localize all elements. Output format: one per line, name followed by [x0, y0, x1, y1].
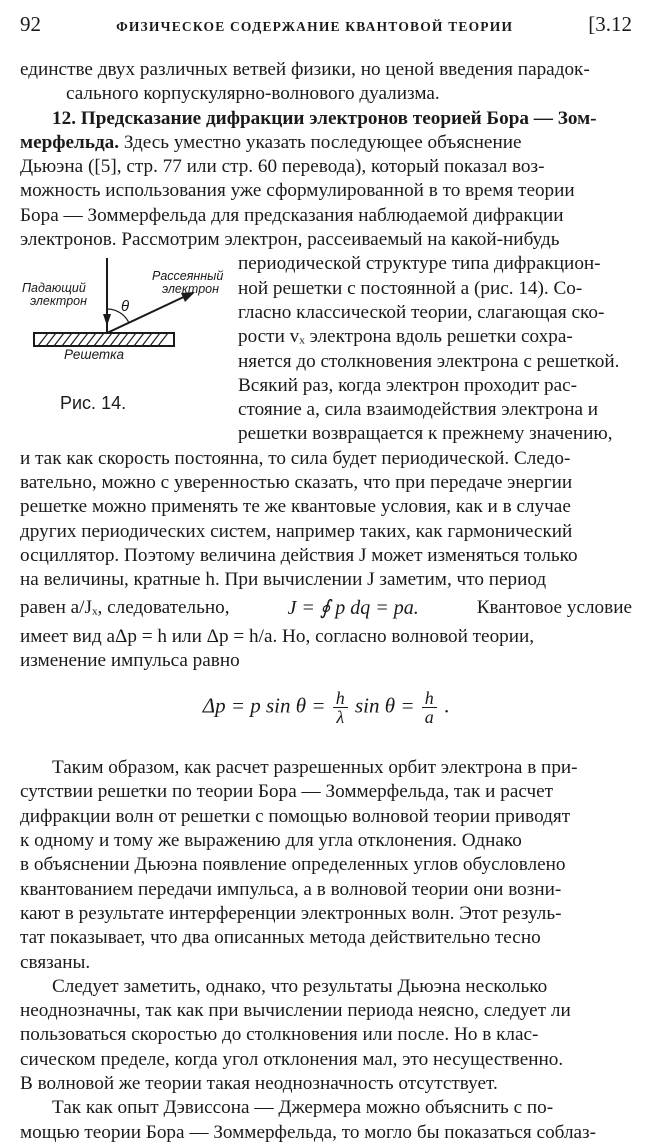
- text-line: рости vₓ электрона вдоль решетки сохра-: [238, 326, 573, 348]
- grating-label: Решетка: [64, 347, 125, 363]
- figure-14: [20, 252, 238, 422]
- text-span: Здесь уместно указать последующее объяснение: [123, 131, 522, 153]
- text-line: няется до столкновения электрона с решеткой.: [238, 350, 620, 372]
- text-line: дифракции волн от решетки с помощью волновой теории приводят: [20, 805, 571, 827]
- incident-arrowhead: [103, 314, 111, 326]
- fraction-numerator: h: [422, 689, 437, 708]
- text-line: решетке можно применять те же квантовые условия, как и в случае: [20, 496, 571, 518]
- incident-label-2: электрон: [30, 294, 87, 309]
- text-line-with-formula: [20, 593, 632, 625]
- text-line: сическом пределе, когда угол отклонения мал, это несущественно.: [20, 1048, 564, 1070]
- page-number: 92: [20, 12, 41, 36]
- equation-mid: sin θ =: [355, 693, 415, 718]
- scattered-ray: [107, 294, 190, 333]
- text-line: пользоваться скоростью до столкновения или после. Но в клас-: [20, 1024, 539, 1046]
- text-line: Таким образом, как расчет разрешенных орбит электрона в при-: [52, 757, 578, 779]
- text-line: стояние a, сила взаимодействия электрона и: [238, 399, 599, 421]
- text-line: Всякий раз, когда электрон проходит рас-: [238, 374, 578, 396]
- text-line: мощью теории Бора — Зоммерфельда, то могло бы показаться соблаз-: [20, 1121, 597, 1143]
- text-line: других периодических систем, например таких, как гармонический: [20, 520, 573, 542]
- figure-block: [20, 252, 632, 446]
- theta-label: θ: [121, 298, 130, 316]
- text-line: гласно классической теории, слагающая ско-: [238, 301, 605, 323]
- running-title: ФИЗИЧЕСКОЕ СОДЕРЖАНИЕ КВАНТОВОЙ ТЕОРИИ: [116, 19, 514, 34]
- text-line: к одному и тому же выражению для угла отклонения. Однако: [20, 830, 522, 852]
- text-line: осциллятор. Поэтому величина действия J может изменяться только: [20, 544, 578, 566]
- text-line: квантованием передачи импульса, а в волновой теории они возни-: [20, 878, 562, 900]
- text-line: Дьюэна ([5], стр. 77 или стр. 60 перевода), который показал воз-: [20, 156, 545, 178]
- fraction-numerator: h: [333, 689, 348, 708]
- scattered-label-1: Рассеянный: [152, 269, 224, 284]
- scattered-label-2: электрон: [162, 282, 219, 297]
- running-header: [20, 12, 632, 42]
- equation-end: .: [444, 693, 450, 718]
- fraction-denominator: a: [424, 707, 434, 728]
- text-span: равен a/Jₓ, следовательно,: [20, 597, 230, 619]
- section-heading: [20, 107, 632, 131]
- section-marker: [3.12: [588, 12, 632, 36]
- body-text: [20, 58, 632, 1145]
- text-line: решетки возвращается к прежнему значению,: [238, 423, 613, 445]
- action-integral-formula: J = ∮ p dq = pa.: [287, 597, 419, 620]
- text-line: периодической структуре типа дифракцион-: [238, 253, 601, 275]
- text-line: ной решетки с постоянной a (рис. 14). Со-: [238, 277, 583, 299]
- text-line: связаны.: [20, 951, 91, 973]
- heading-text: мерфельда.: [20, 131, 120, 153]
- text-line: на величины, кратные h. При вычислении J заметим, что период: [20, 569, 547, 591]
- heading-text: 12. Предсказание дифракции электронов теорией Бора — Зом-: [52, 107, 597, 129]
- text-line: изменение импульса равно: [20, 649, 240, 671]
- text-line: сального корпускулярно-волнового дуализма.: [66, 83, 440, 105]
- text-line: В волновой же теории такая неоднозначность отсутствует.: [20, 1072, 498, 1094]
- text-line: имеет вид aΔp = h или Δp = h/a. Но, согласно волновой теории,: [20, 625, 535, 647]
- text-line: Так как опыт Дэвиссона — Джермера можно объяснить с по-: [52, 1097, 554, 1119]
- fraction-h-lambda: [333, 689, 348, 726]
- text-line: неоднозначны, так как при вычислении периода неясно, следует ли: [20, 1000, 571, 1022]
- text-span: Квантовое условие: [476, 597, 632, 619]
- display-equation: [20, 689, 632, 726]
- fraction-denominator: λ: [336, 707, 345, 728]
- figure-caption: Рис. 14.: [60, 393, 127, 414]
- text-line: электронов. Рассмотрим электрон, рассеиваемый на какой-нибудь: [20, 229, 560, 251]
- text-line: [20, 131, 632, 155]
- text-line: сутствии решетки по теории Бора — Зоммерфельда, так и расчет: [20, 781, 554, 803]
- page: [20, 12, 632, 1145]
- incident-label-1: Падающий: [22, 281, 86, 296]
- fraction-h-a: [422, 689, 437, 726]
- text-line: единстве двух различных ветвей физики, но ценой введения парадок-: [20, 59, 590, 80]
- text-line: кают в результате интерференции электронных волн. Этот резуль-: [20, 902, 562, 924]
- equation-lhs: Δp = p sin θ =: [202, 693, 326, 718]
- text-line: в объяснении Дьюэна появление определенных углов обусловлено: [20, 854, 566, 876]
- text-line: можность использования уже сформулированной в то время теории: [20, 180, 575, 202]
- text-line: тат показывает, что два описанных метода действительно тесно: [20, 927, 541, 949]
- text-line: Следует заметить, однако, что результаты Дьюэна несколько: [52, 975, 548, 997]
- text-line: вательно, можно с уверенностью сказать, что при передаче энергии: [20, 472, 573, 494]
- figure-side-text: [238, 252, 632, 446]
- text-line: и так как скорость постоянна, то сила будет периодической. Следо-: [20, 447, 571, 469]
- text-line: Бора — Зоммерфельда для предсказания наблюдаемой дифракции: [20, 204, 564, 226]
